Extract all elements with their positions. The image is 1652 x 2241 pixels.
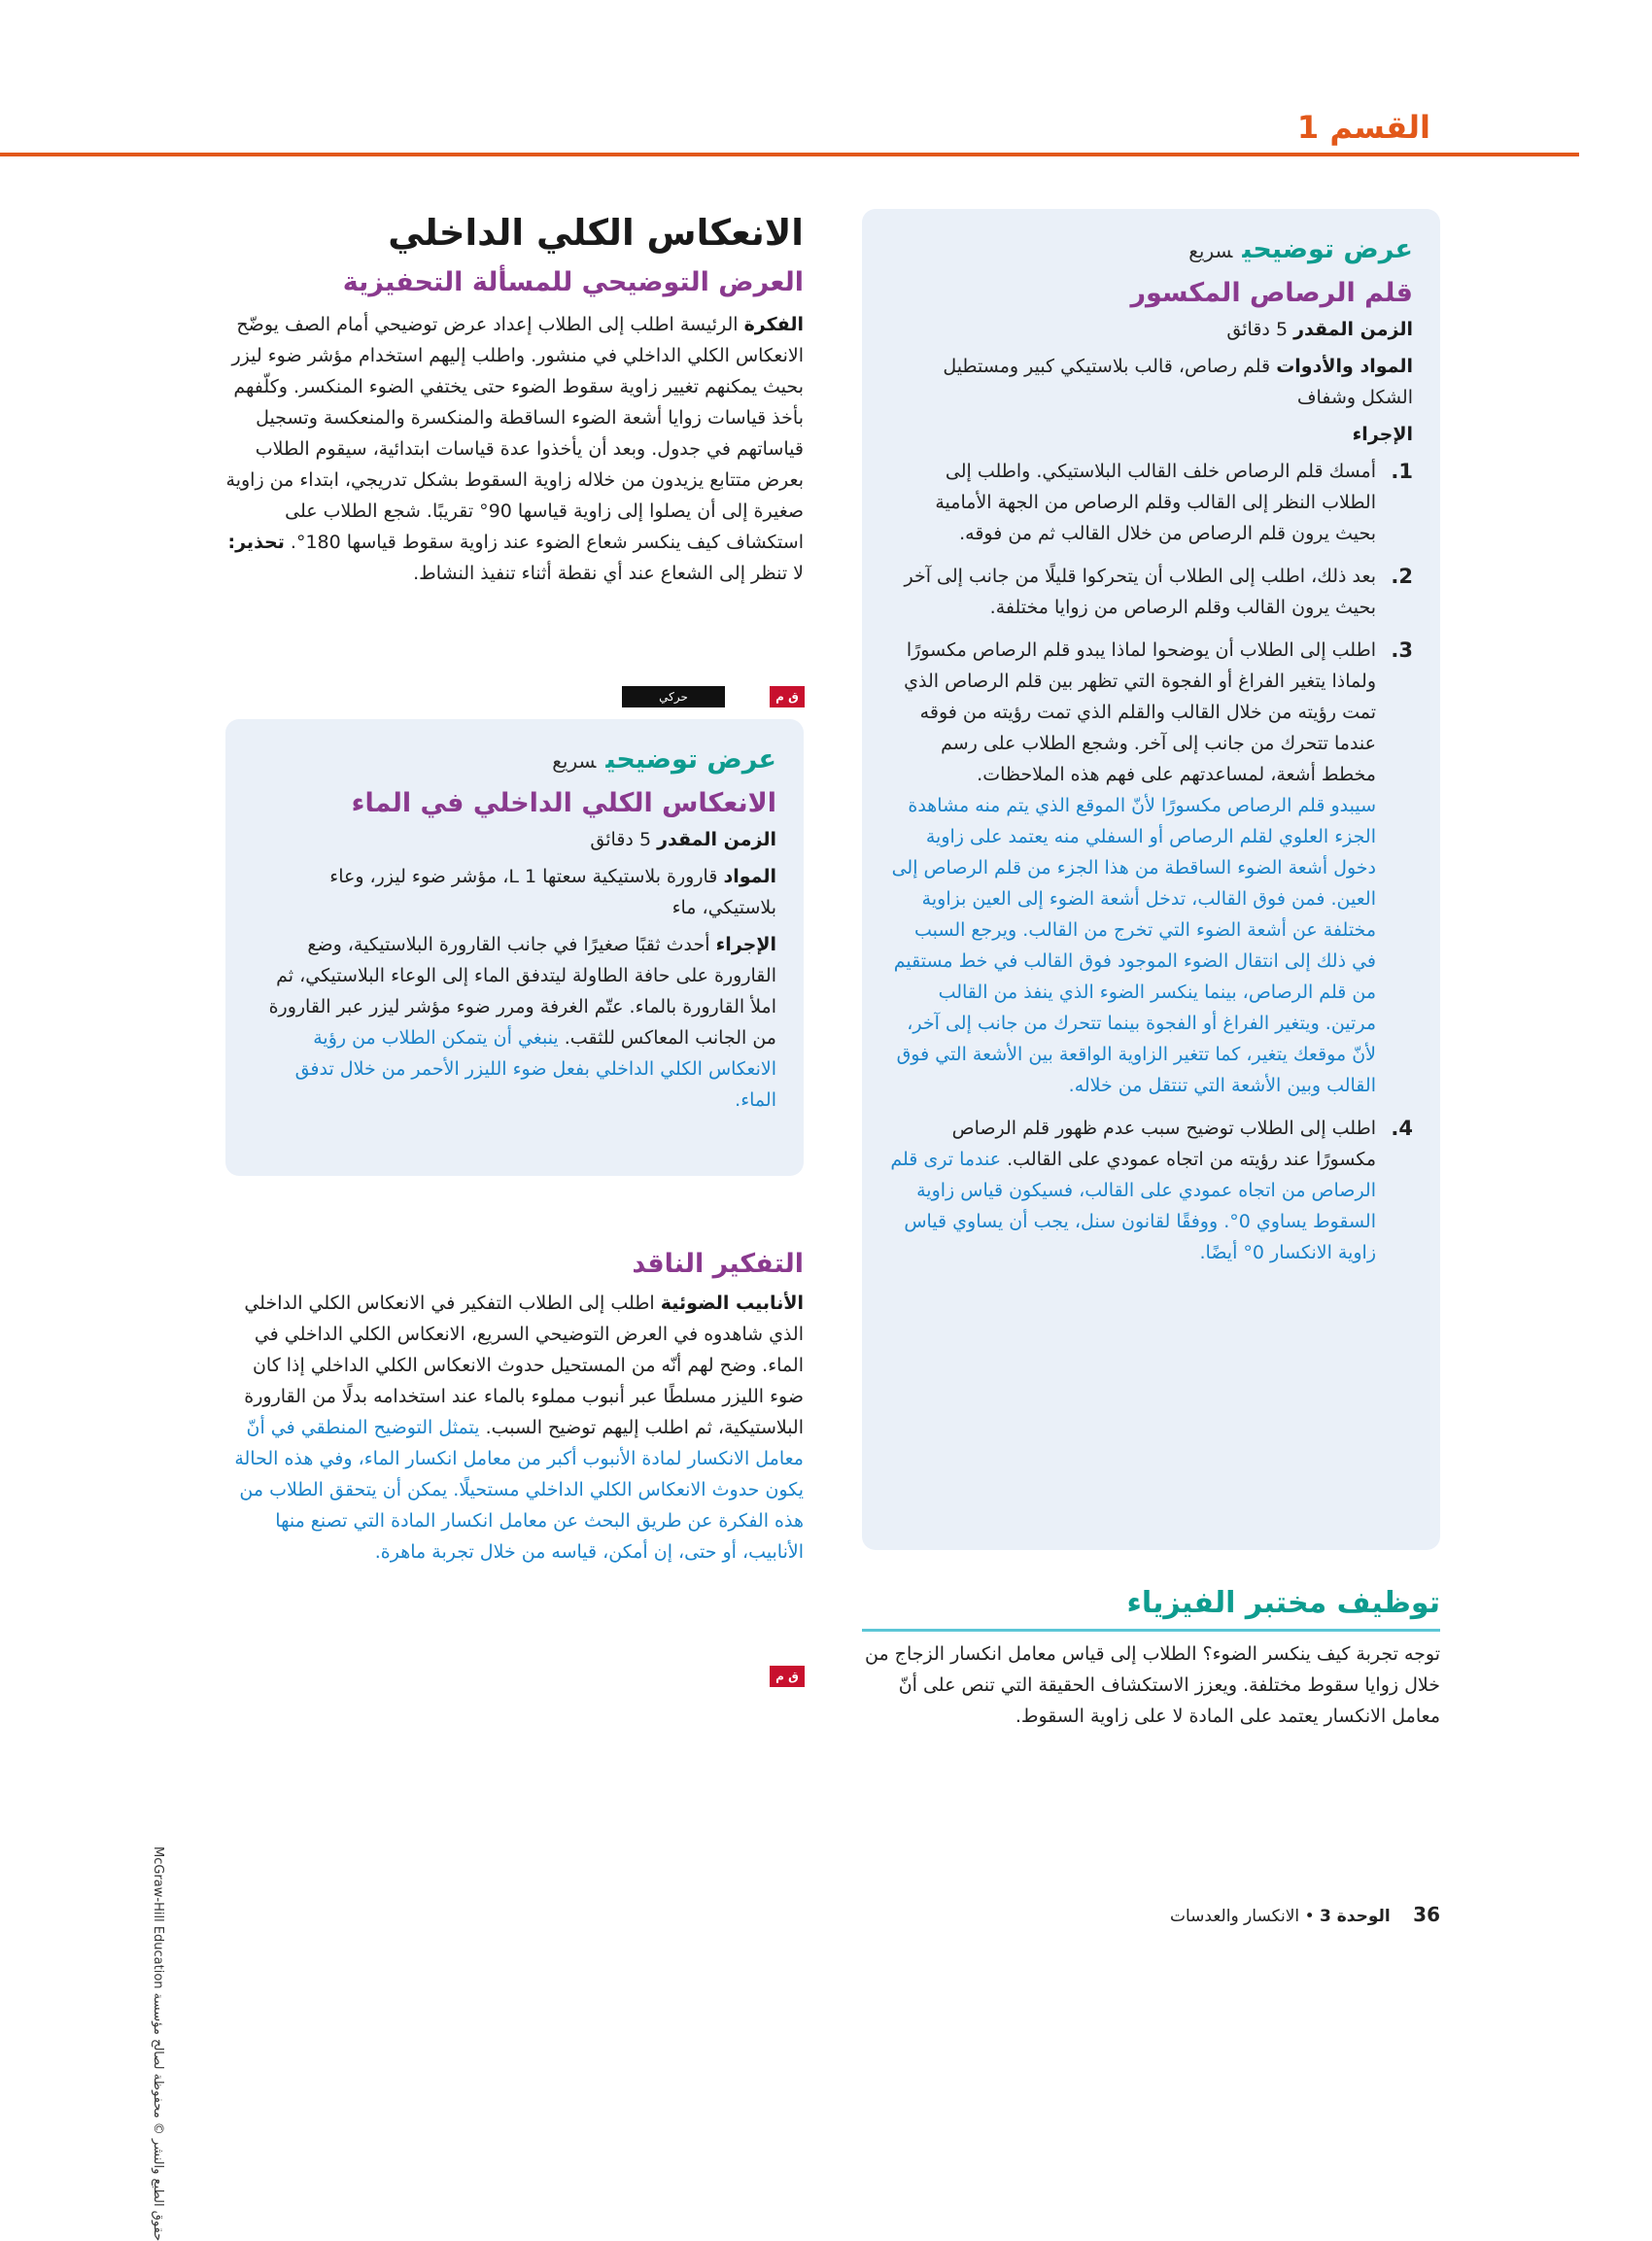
- demo2-head-label: عرض توضيحي: [605, 744, 776, 775]
- copyright-notice: حقوق الطبع والنشر © محفوظة لصالح مؤسسة McGraw-Hill Education: [151, 1846, 165, 2241]
- demo1-head-label: عرض توضيحي: [1242, 234, 1413, 264]
- demo2-procedure-row: [253, 929, 776, 1116]
- demo1-title: قلم الرصاص المكسور: [1130, 278, 1413, 308]
- critical-thinking-title: التفكير الناقد: [632, 1249, 804, 1279]
- step-text: بعد ذلك، اطلب إلى الطلاب أن يتحركوا قليلًا من جانب إلى آخر بحيث يرون القالب وقلم الرصاص من زوايا مختلفة.: [904, 566, 1376, 618]
- unit-title: الانكسار والعدسات: [1169, 1907, 1300, 1926]
- step-item: [889, 635, 1413, 1101]
- step-text: اطلب إلى الطلاب توضيح سبب عدم ظهور قلم الرصاص مكسورًا عند رؤيته من اتجاه عمودي على القالب.: [951, 1118, 1376, 1170]
- demo2-materials-row: [253, 861, 776, 923]
- tag-red-motivation: ق م: [770, 686, 805, 707]
- demo1-time-value: 5 دقائق: [1226, 319, 1289, 340]
- demo1-time-row: [889, 314, 1413, 345]
- step-text: أمسك قلم الرصاص خلف القالب البلاستيكي. واطلب إلى الطلاب النظر إلى القالب وقلم الرصاص من الجهة الأمامية بحيث يرون قلم الرصاص من خلال القالب ثم من فوقه.: [935, 461, 1376, 544]
- critical-answer: يتمثل التوضيح المنطقي في أنّ معامل الانكسار لمادة الأنبوب أكبر من معامل انكسار الماء، وفي هذه الحالة يكون حدوث الانعكاس الكلي الداخلي مستحيلًا. يمكن أن يتحقق الطلاب من هذه الفكرة عن طريق البحث عن معامل انكسار المادة التي تصنع منها الأنابيب، أو حتى، إن أمكن، قياسه من خلال تجربة ماهرة.: [234, 1417, 804, 1563]
- demo2-time-value: 5 دقائق: [590, 829, 652, 850]
- demo2-procedure-label: الإجراء: [715, 934, 776, 955]
- step-item: [889, 1113, 1413, 1268]
- tag-red-critical: ق م: [770, 1666, 805, 1687]
- demo1-materials-value: قلم رصاص، قالب بلاستيكي كبير ومستطيل الشكل وشفاف: [943, 356, 1413, 408]
- step-number: 2.: [1391, 565, 1413, 588]
- demo2-materials-value: قارورة بلاستيكية سعتها 1 L، مؤشر ضوء ليزر، وعاء بلاستيكي، ماء: [329, 866, 776, 918]
- motivation-title: العرض التوضيحي للمسألة التحفيزية: [342, 267, 804, 297]
- unit-label: الوحدة 3: [1320, 1907, 1391, 1926]
- step-answer: عندما ترى قلم الرصاص من اتجاه عمودي على القالب، فسيكون قياس زاوية السقوط يساوي 0°. ووفقًا لقانون سنل، يجب أن يساوي قياس زاوية الانكسار 0° أيضًا.: [890, 1149, 1376, 1263]
- demo2-answer: ينبغي أن يتمكن الطلاب من رؤية الانعكاس الكلي الداخلي بفعل ضوء الليزر الأحمر من خلال تدفق الماء.: [294, 1027, 776, 1111]
- quick-demo-pencil-box: [862, 209, 1440, 1550]
- critical-thinking-body: [225, 1288, 804, 1568]
- step-item: [889, 561, 1413, 623]
- demo2-time-label: الزمن المقدر: [657, 829, 776, 850]
- demo2-time-row: [253, 824, 776, 855]
- step-item: [889, 456, 1413, 549]
- key-idea-label-rest: الرئيسة: [679, 314, 744, 335]
- critical-text: اطلب إلى الطلاب التفكير في الانعكاس الكلي الداخلي الذي شاهدوه في العرض التوضيحي السريع، الانعكاس الكلي الداخلي في الماء. وضح لهم أنّه من المستحيل حدوث الانعكاس الكلي الداخلي إذا كان ضوء الليزر مسلطًا عبر أنبوب مملوء بالماء عند استخدامه بدلًا من القارورة البلاستيكية، ثم اطلب إليهم توضيح السبب.: [244, 1293, 804, 1438]
- demo1-steps: [889, 456, 1413, 1268]
- main-heading: الانعكاس الكلي الداخلي: [388, 212, 804, 254]
- physics-lab-title: توظيف مختبر الفيزياء: [1126, 1586, 1440, 1620]
- demo1-materials-row: [889, 351, 1413, 413]
- demo1-materials-label: المواد والأدوات: [1276, 356, 1413, 377]
- warning-text: لا تنظر إلى الشعاع عند أي نقطة أثناء تنفيذ النشاط.: [413, 563, 804, 584]
- physics-lab-rule: [862, 1629, 1440, 1632]
- demo2-procedure-value: أحدث ثقبًا صغيرًا في جانب القارورة البلاستيكية، وضع القارورة على حافة الطاولة ليتدفق الماء إلى الوعاء البلاستيكي، ثم املأ القارورة بالماء. عتّم الغرفة ومرر ضوء مؤشر ليزر عبر القارورة من الجانب المعاكس للثقب.: [268, 934, 776, 1049]
- step-answer: سيبدو قلم الرصاص مكسورًا لأنّ الموقع الذي يتم منه مشاهدة الجزء العلوي لقلم الرصاص أو السفلي منه يعتمد على زاوية دخول أشعة الضوء الساقطة من هذا الجزء من قلم الرصاص إلى العين. فمن فوق القالب، تدخل أشعة الضوء إلى العين بزاوية مختلفة عن أشعة الضوء التي تخرج من القالب. ويرجع السبب في ذلك إلى انتقال الضوء الموجود فوق القالب في خط مستقيم من قلم الرصاص، بينما ينكسر الضوء الذي ينفذ من القالب مرتين. ويتغير الفراغ أو الفجوة بينما تتحرك من جانب إلى آخر، لأنّ موقعك يتغير، كما تتغير الزاوية الواقعة بين الأشعة التي فوق القالب وبين الأشعة التي تنتقل من خلاله.: [891, 795, 1376, 1096]
- demo1-head-sub: سريع: [1188, 239, 1233, 262]
- demo2-materials-label: المواد: [723, 866, 776, 887]
- warning-label: تحذير:: [227, 532, 285, 553]
- key-idea-label: الفكرة: [743, 314, 804, 335]
- quick-demo-water-box: [225, 719, 804, 1176]
- demo2-head: [253, 744, 776, 775]
- physics-lab-body: توجه تجربة كيف ينكسر الضوء؟ الطلاب إلى قياس معامل انكسار الزجاج من خلال زوايا سقوط مختلفة. ويعزز الاستكشاف الحقيقة التي تنص على أنّ معامل الانكسار يعتمد على المادة لا على زاوية السقوط.: [865, 1643, 1440, 1727]
- page-number: 36: [1413, 1903, 1440, 1926]
- demo2-title: الانعكاس الكلي الداخلي في الماء: [351, 788, 776, 818]
- demo1-head: [889, 234, 1413, 264]
- motivation-text: اطلب إلى الطلاب إعداد عرض توضيحي أمام الصف يوضّح الانعكاس الكلي الداخلي في منشور. واطلب إليهم استخدام مؤشر ضوء ليزر بحيث يمكنهم تغيير زاوية سقوط الضوء حتى يختفي الضوء المنكسر. وكلّفهم بأخذ قياسات زوايا أشعة الضوء الساقطة والمنكسرة والمنعكسة وتسجيل قياساتهم في جدول. وبعد أن يأخذوا عدة قياسات ابتدائية، سيقوم الطلاب بعرض متتابع يزيدون من خلاله زاوية السقوط بشكل تدريجي، ابتداء من زاوية صغيرة إلى أن يصلوا إلى زاوية قياسها 90° تقريبًا. شجع الطلاب على استكشاف كيف ينكسر شعاع الضوء عند زاوية سقوط قياسها 180°.: [225, 314, 804, 553]
- step-number: 4.: [1391, 1117, 1413, 1140]
- motivation-body: [225, 309, 804, 589]
- light-pipes-label: الأنابيب الضوئية: [660, 1293, 804, 1314]
- step-number: 3.: [1391, 638, 1413, 662]
- demo1-procedure-label: الإجراء: [1352, 424, 1413, 445]
- tag-kinesthetic: حركي: [622, 686, 725, 707]
- footer-bullet: •: [1304, 1907, 1315, 1926]
- page-footer: [1170, 1903, 1440, 1926]
- step-number: 1.: [1391, 460, 1413, 483]
- section-title: القسم 1: [1296, 109, 1430, 146]
- demo2-head-sub: سريع: [552, 749, 597, 773]
- step-text: اطلب إلى الطلاب أن يوضحوا لماذا يبدو قلم الرصاص مكسورًا ولماذا يتغير الفراغ أو الفجوة التي تظهر بين قلم الرصاص الذي تمت رؤيته من خلال القالب والقلم الذي تمت رؤيته من فوقه عندما تتحرك من جانب إلى آخر. وشجع الطلاب على رسم مخطط أشعة، لمساعدتهم على فهم هذه الملاحظات.: [904, 639, 1376, 785]
- header-rule: [0, 153, 1579, 156]
- demo1-time-label: الزمن المقدر: [1293, 319, 1413, 340]
